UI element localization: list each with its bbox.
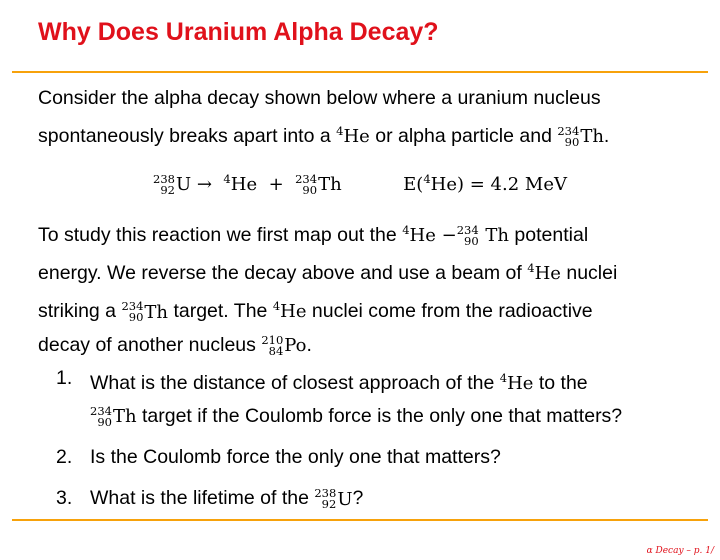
- list-item: 3. What is the lifetime of the 238 92 U ?: [56, 486, 364, 512]
- bottom-divider: [12, 519, 708, 521]
- decay-equation: 238 92 U → $^4$He + 234 90 Th E($^4$He) = 4.2 MeV: [0, 162, 720, 202]
- polonium-nuclide: 210 84 Po: [261, 332, 307, 358]
- alpha-energy: E($^4$He) = 4.2 MeV: [403, 172, 567, 195]
- slide-title: Why Does Uranium Alpha Decay?: [38, 18, 439, 46]
- uranium-nuclide: 238 92 U: [153, 172, 192, 197]
- page-footer: α Decay – p. 1/: [646, 546, 714, 556]
- intro-line-2-mid: or alpha particle and: [375, 125, 552, 147]
- thorium-product: 234 90 Th: [295, 172, 342, 197]
- thorium-nuclide: 234 90 Th: [557, 123, 604, 149]
- intro-line-1: Consider the alpha decay shown below where a uranium nucleus: [38, 87, 601, 109]
- reaction-arrow: →: [196, 174, 212, 195]
- helium-nuclide: $^4$He: [336, 124, 370, 147]
- method-paragraph: To study this reaction we first map out the $^4$He − 234 90 Th potential energy. We reverse the decay above and use a beam of $^4$He nuclei striking a 234 90 Th target. The $^4$He nuclei come from the radioactive decay of another nucleus 210 84 Po .: [38, 214, 688, 362]
- plus-sign: +: [268, 174, 284, 195]
- top-divider: [12, 71, 708, 73]
- helium-product: He: [230, 174, 258, 195]
- list-item: 1. What is the distance of closest approach of the $^4$He to the 234 90 Th target if the Coulomb force is the only one that matters?: [56, 367, 623, 429]
- list-item: 2. Is the Coulomb force the only one that matters?: [56, 446, 501, 469]
- intro-paragraph: Consider the alpha decay shown below where a uranium nucleus spontaneously breaks apart into a $^4$He or alpha particle and 234 90 Th .: [38, 82, 688, 153]
- question-list: [56, 362, 696, 524]
- intro-line-2-text: spontaneously breaks apart into a: [38, 125, 331, 147]
